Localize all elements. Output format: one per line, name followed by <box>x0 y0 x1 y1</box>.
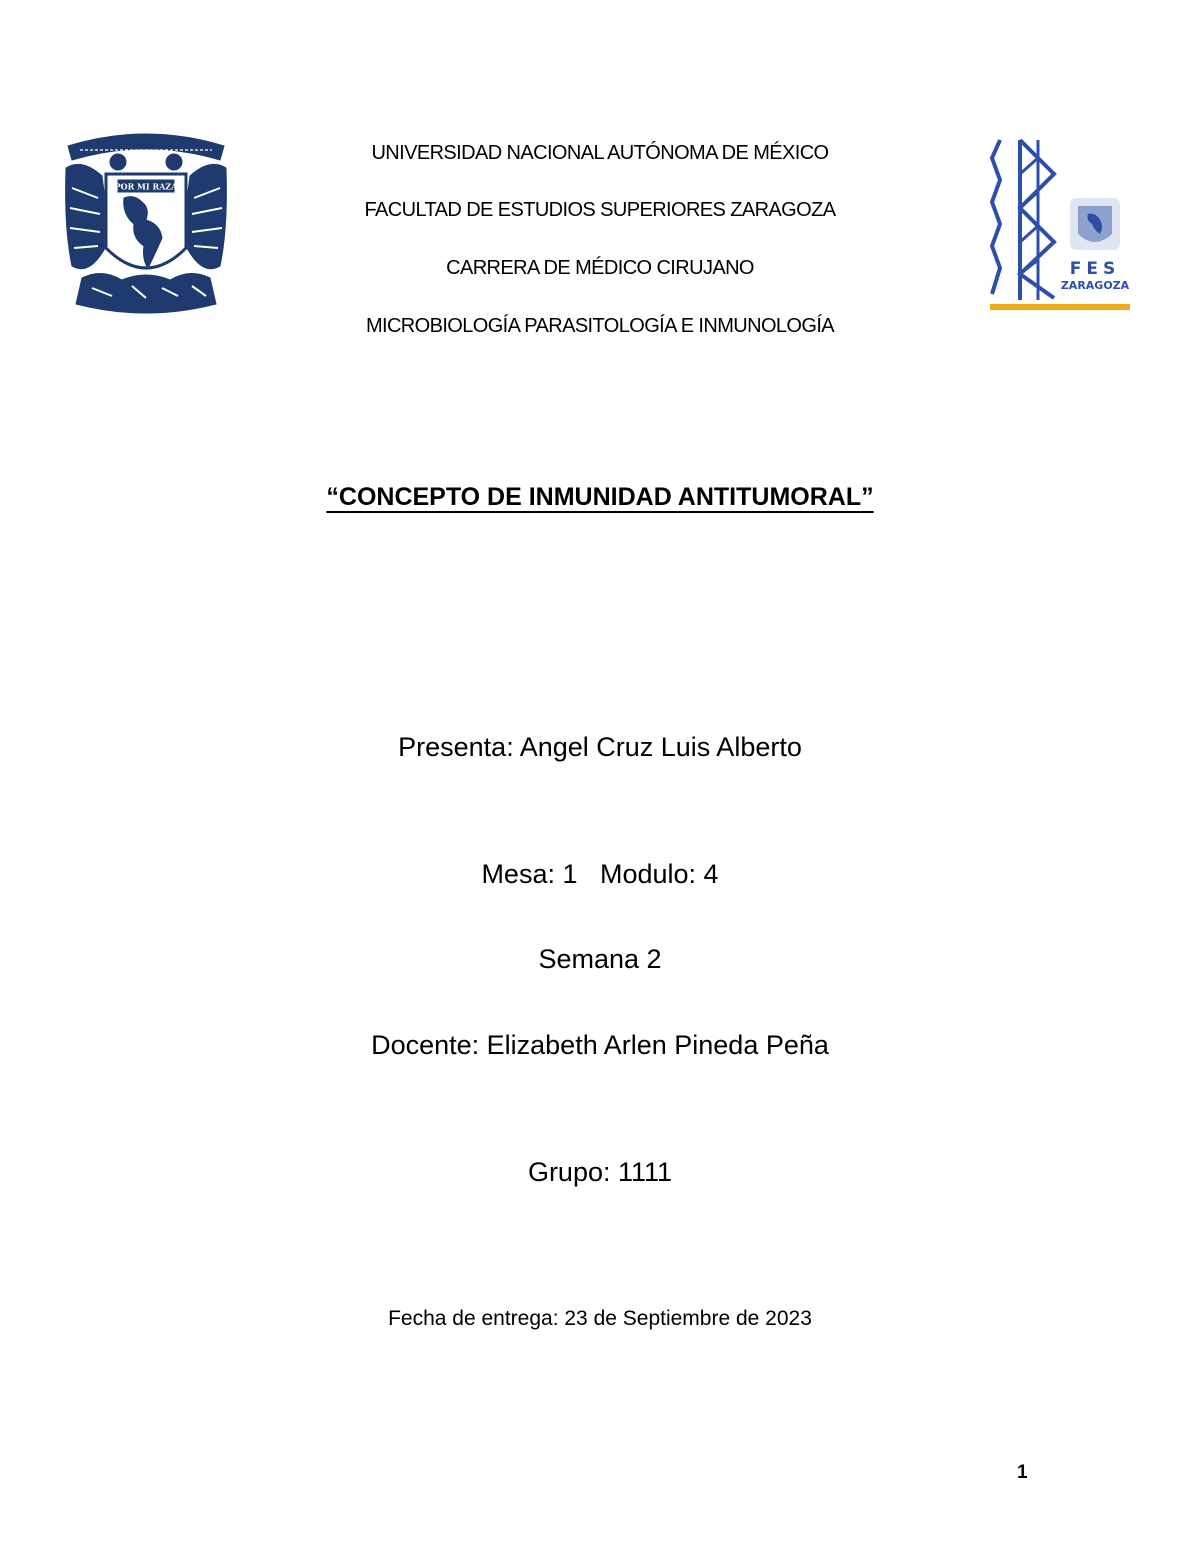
fes-zaragoza-logo-icon <box>982 134 1140 316</box>
group-line: Grupo: 1111 <box>527 1157 673 1187</box>
table-module-line: Mesa: 1 Modulo: 4 <box>481 859 719 889</box>
fes-logo-label: FES <box>1069 259 1121 279</box>
page-number: 1 <box>1017 1462 1028 1483</box>
university-name: UNIVERSIDAD NACIONAL AUTÓNOMA DE MÉXICO <box>371 142 829 164</box>
presenter-line: Presenta: Angel Cruz Luis Alberto <box>398 732 802 762</box>
svg-text:POR MI RAZA: POR MI RAZA <box>114 181 178 192</box>
fes-logo-city: ZARAGOZA <box>1060 279 1130 292</box>
subject-name: MICROBIOLOGÍA PARASITOLOGÍA E INMUNOLOGÍA <box>365 315 835 337</box>
career-name: CARRERA DE MÉDICO CIRUJANO <box>446 257 754 279</box>
teacher-line: Docente: Elizabeth Arlen Pineda Peña <box>371 1030 829 1060</box>
week-line: Semana 2 <box>538 944 662 974</box>
due-date-line: Fecha de entrega: 23 de Septiembre de 2023 <box>388 1307 812 1330</box>
document-title: “CONCEPTO DE INMUNIDAD ANTITUMORAL” <box>326 483 874 511</box>
faculty-name: FACULTAD DE ESTUDIOS SUPERIORES ZARAGOZA <box>364 199 836 221</box>
